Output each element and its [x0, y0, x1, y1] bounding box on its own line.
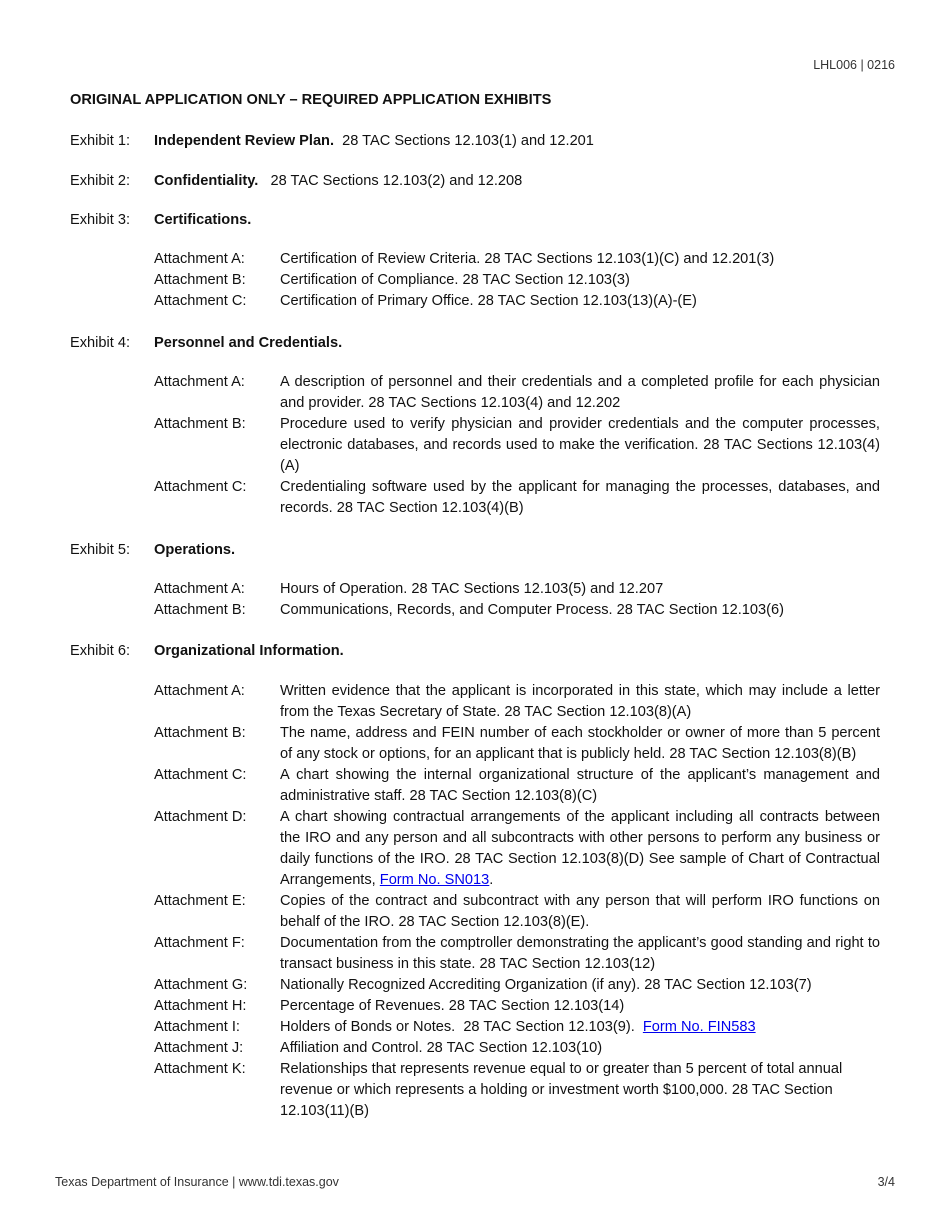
attachment-row	[154, 933, 880, 975]
attachment-row	[154, 579, 880, 600]
attachment-row	[154, 600, 880, 621]
attachment-row	[154, 372, 880, 414]
attachment-text-body: Holders of Bonds or Notes. 28 TAC Section 12.103(9).	[280, 1019, 643, 1035]
attachment-label: Attachment B:	[154, 725, 246, 741]
attachment-label: Attachment B:	[154, 272, 246, 288]
attachment-row	[154, 1059, 880, 1122]
form-fin583-link[interactable]: Form No. FIN583	[642, 1019, 756, 1035]
attachment-row	[154, 807, 880, 891]
form-code: LHL006 | 0216	[813, 58, 895, 72]
exhibit-label: Exhibit 5:	[70, 542, 131, 558]
exhibit-4-attachments	[154, 372, 880, 519]
attachment-label: Attachment F:	[154, 935, 245, 951]
exhibit-title: Independent Review Plan.	[154, 133, 335, 149]
attachment-text	[280, 1017, 880, 1038]
attachment-label: Attachment I:	[154, 1019, 240, 1035]
attachment-text: Certification of Primary Office. 28 TAC Section 12.103(13)(A)-(E)	[280, 293, 697, 309]
exhibit-label: Exhibit 4:	[70, 335, 131, 351]
attachment-row	[154, 681, 880, 723]
attachment-label: Attachment B:	[154, 416, 246, 432]
attachment-text: Credentialing software used by the applicant for managing the processes, databases, and records. 28 TAC Section 12.103(4)(B)	[280, 479, 880, 516]
attachment-label: Attachment B:	[154, 602, 246, 618]
attachment-row	[154, 765, 880, 807]
exhibit-title: Certifications.	[154, 212, 252, 228]
exhibit-reference: 28 TAC Sections 12.103(2) and 12.208	[270, 173, 523, 189]
attachment-row	[154, 291, 880, 312]
attachment-row	[154, 1017, 880, 1038]
exhibit-title: Operations.	[154, 542, 236, 558]
form-sn013-link[interactable]: Form No. SN013	[379, 872, 490, 888]
exhibit-label: Exhibit 2:	[70, 173, 131, 189]
exhibit-title: Personnel and Credentials.	[154, 335, 343, 351]
attachment-row	[154, 996, 880, 1017]
exhibit-reference: 28 TAC Sections 12.103(1) and 12.201	[342, 133, 594, 149]
attachment-row	[154, 249, 880, 270]
exhibit-label: Exhibit 1:	[70, 133, 131, 149]
attachment-text: Certification of Compliance. 28 TAC Section 12.103(3)	[280, 272, 630, 288]
attachment-text: Certification of Review Criteria. 28 TAC Sections 12.103(1)(C) and 12.201(3)	[280, 251, 775, 267]
attachment-text: Procedure used to verify physician and provider credentials and the computer processes, electronic databases, and records used to make the verification. 28 TAC Sections 12.103(4)(A)	[280, 416, 880, 474]
attachment-label: Attachment C:	[154, 767, 247, 783]
attachment-text: Written evidence that the applicant is incorporated in this state, which may include a letter from the Texas Secretary of State. 28 TAC Section 12.103(8)(A)	[280, 683, 880, 720]
attachment-label: Attachment A:	[154, 251, 245, 267]
exhibit-3-attachments	[154, 249, 880, 312]
attachment-row	[154, 723, 880, 765]
exhibit-label: Exhibit 3:	[70, 212, 131, 228]
attachment-text: The name, address and FEIN number of each stockholder or owner of more than 5 percent of any stock or options, for an applicant that is publicly held. 28 TAC Section 12.103(8)(B)	[280, 725, 880, 762]
attachment-row	[154, 1038, 880, 1059]
attachment-text: Relationships that represents revenue equal to or greater than 5 percent of total annual revenue or which represents a holding or investment worth $100,000. 28 TAC Section 12.103(11)(B)	[280, 1061, 843, 1119]
attachment-label: Attachment A:	[154, 683, 245, 699]
exhibit-6-attachments	[154, 681, 880, 1122]
footer-agency: Texas Department of Insurance | www.tdi.texas.gov	[55, 1175, 339, 1189]
attachment-text: Affiliation and Control. 28 TAC Section 12.103(10)	[280, 1040, 603, 1056]
attachment-text-body: A chart showing contractual arrangements of the applicant including all contracts between the IRO and any person and all subcontracts with other persons to perform any business or daily functions of the IRO. 28 TAC Section 12.103(8)(D) See sample of Chart of Contractual Arrangements,	[280, 809, 880, 888]
page-heading: ORIGINAL APPLICATION ONLY – REQUIRED APPLICATION EXHIBITS	[70, 92, 552, 108]
attachment-row	[154, 891, 880, 933]
attachment-text: Hours of Operation. 28 TAC Sections 12.103(5) and 12.207	[280, 581, 664, 597]
attachment-row	[154, 414, 880, 477]
attachment-label: Attachment C:	[154, 293, 247, 309]
exhibit-5-attachments	[154, 579, 880, 621]
attachment-label: Attachment K:	[154, 1061, 246, 1077]
attachment-row	[154, 477, 880, 519]
attachment-row	[154, 975, 880, 996]
attachment-text	[280, 807, 880, 891]
exhibit-label: Exhibit 6:	[70, 643, 131, 659]
attachment-text: Communications, Records, and Computer Process. 28 TAC Section 12.103(6)	[280, 602, 784, 618]
attachment-text: Percentage of Revenues. 28 TAC Section 12.103(14)	[280, 998, 625, 1014]
attachment-text: Copies of the contract and subcontract with any person that will perform IRO functions on behalf of the IRO. 28 TAC Section 12.103(8)(E).	[280, 893, 880, 930]
attachment-row	[154, 270, 880, 291]
footer-page-number: 3/4	[877, 1175, 895, 1189]
attachment-label: Attachment G:	[154, 977, 248, 993]
attachment-text: Nationally Recognized Accrediting Organization (if any). 28 TAC Section 12.103(7)	[280, 977, 812, 993]
attachment-label: Attachment A:	[154, 374, 245, 390]
attachment-text: A description of personnel and their credentials and a completed profile for each physician and provider. 28 TAC Sections 12.103(4) and 12.202	[280, 374, 880, 411]
attachment-text: Documentation from the comptroller demonstrating the applicant’s good standing and right to transact business in this state. 28 TAC Section 12.103(12)	[280, 935, 880, 972]
attachment-label: Attachment J:	[154, 1040, 244, 1056]
attachment-text: A chart showing the internal organizational structure of the applicant’s management and administrative staff. 28 TAC Section 12.103(8)(C)	[280, 767, 880, 804]
exhibit-title: Confidentiality.	[154, 173, 259, 189]
exhibit-title: Organizational Information.	[154, 643, 344, 659]
attachment-label: Attachment C:	[154, 479, 247, 495]
attachment-label: Attachment E:	[154, 893, 246, 909]
attachment-text-tail: .	[489, 872, 494, 888]
attachment-label: Attachment H:	[154, 998, 247, 1014]
attachment-label: Attachment D:	[154, 809, 247, 825]
attachment-label: Attachment A:	[154, 581, 245, 597]
